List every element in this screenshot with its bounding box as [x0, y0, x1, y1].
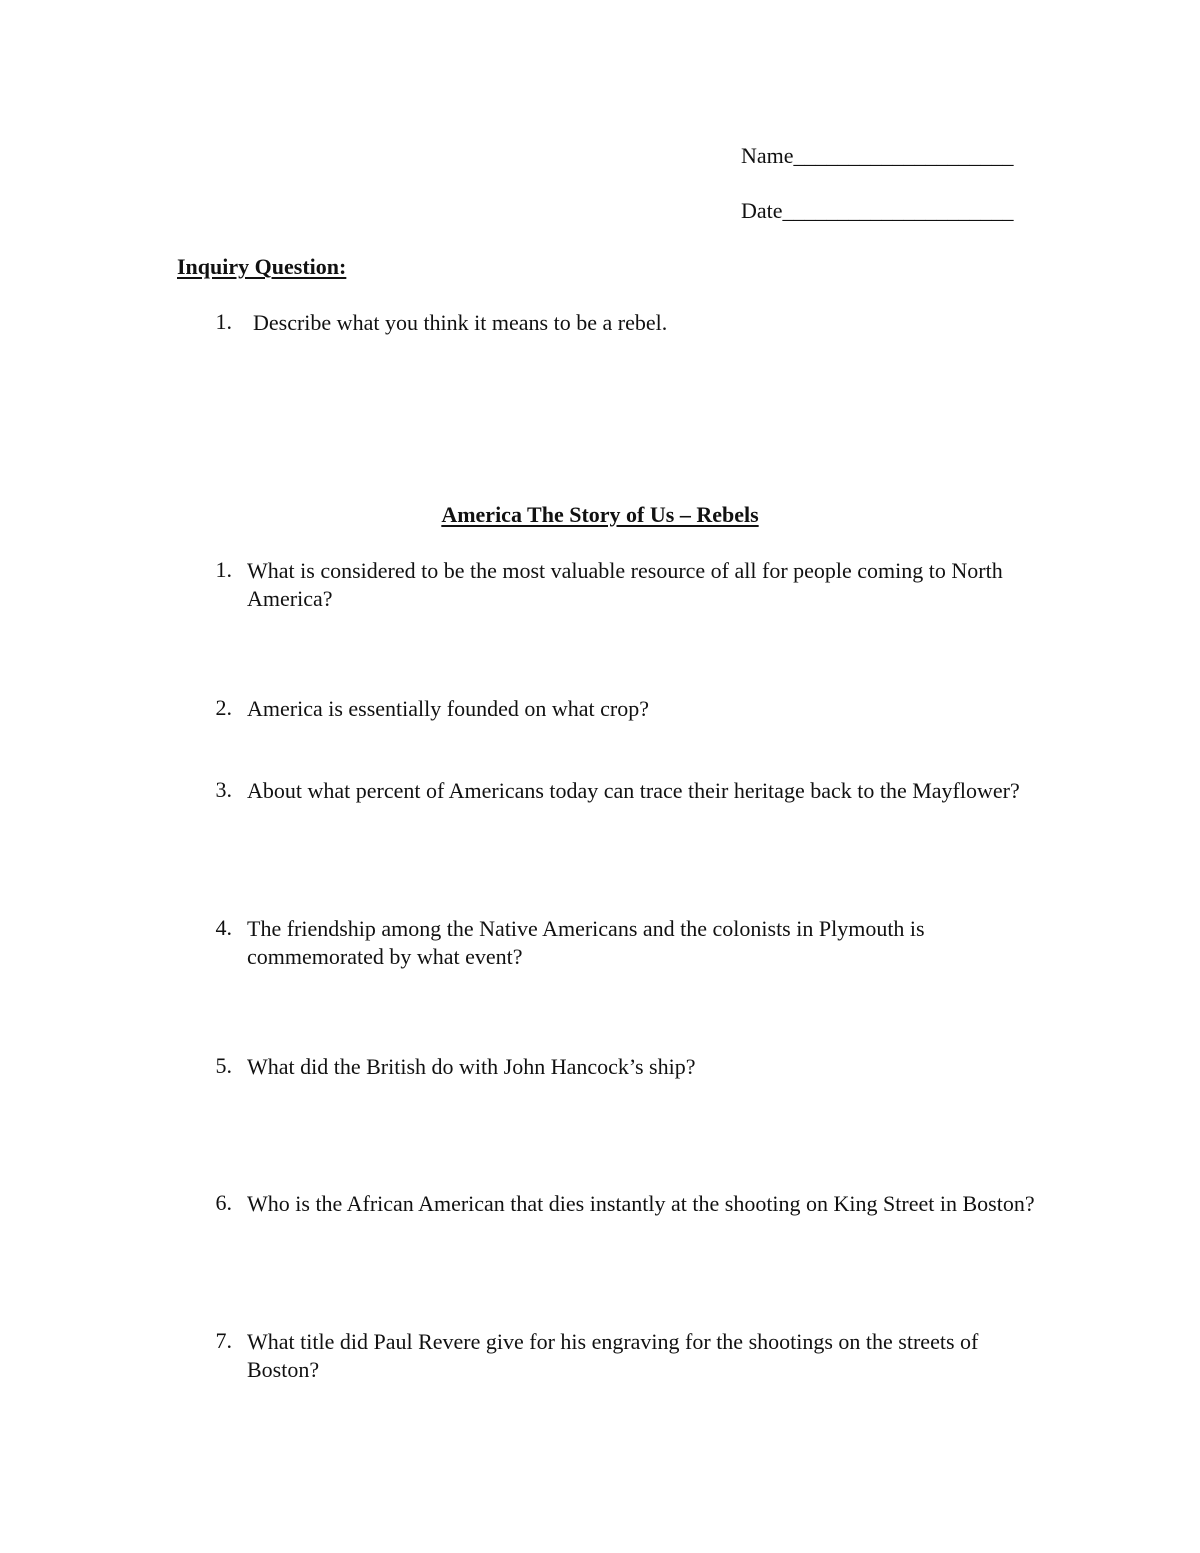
question-text: Who is the African American that dies instantly at the shooting on King Street in Boston?	[247, 1191, 1035, 1216]
question-number: 3.	[215, 777, 232, 802]
section-title: America The Story of Us – Rebels	[441, 502, 759, 527]
inquiry-item-number: 1.	[215, 309, 232, 334]
inquiry-heading: Inquiry Question:	[177, 254, 347, 279]
question-text: The friendship among the Native Americans and the colonists in Plymouth is commemorated by what event?	[247, 916, 925, 969]
question-text: What did the British do with John Hancock’s ship?	[247, 1054, 696, 1079]
question-text: What title did Paul Revere give for his engraving for the shootings on the streets of Boston?	[247, 1329, 979, 1382]
date-field: Date_____________________	[741, 198, 1014, 223]
question-number: 5.	[215, 1053, 232, 1078]
question-number: 6.	[215, 1190, 232, 1215]
question-text: America is essentially founded on what crop?	[247, 696, 649, 721]
inquiry-item-text: Describe what you think it means to be a rebel.	[253, 310, 668, 335]
name-field: Name____________________	[741, 143, 1014, 168]
question-number: 7.	[215, 1328, 232, 1353]
question-text: About what percent of Americans today can trace their heritage back to the Mayflower?	[247, 778, 1020, 803]
question-number: 2.	[215, 695, 232, 720]
question-number: 4.	[215, 915, 232, 940]
question-number: 1.	[215, 557, 232, 582]
question-text: What is considered to be the most valuable resource of all for people coming to North America?	[247, 558, 1003, 611]
